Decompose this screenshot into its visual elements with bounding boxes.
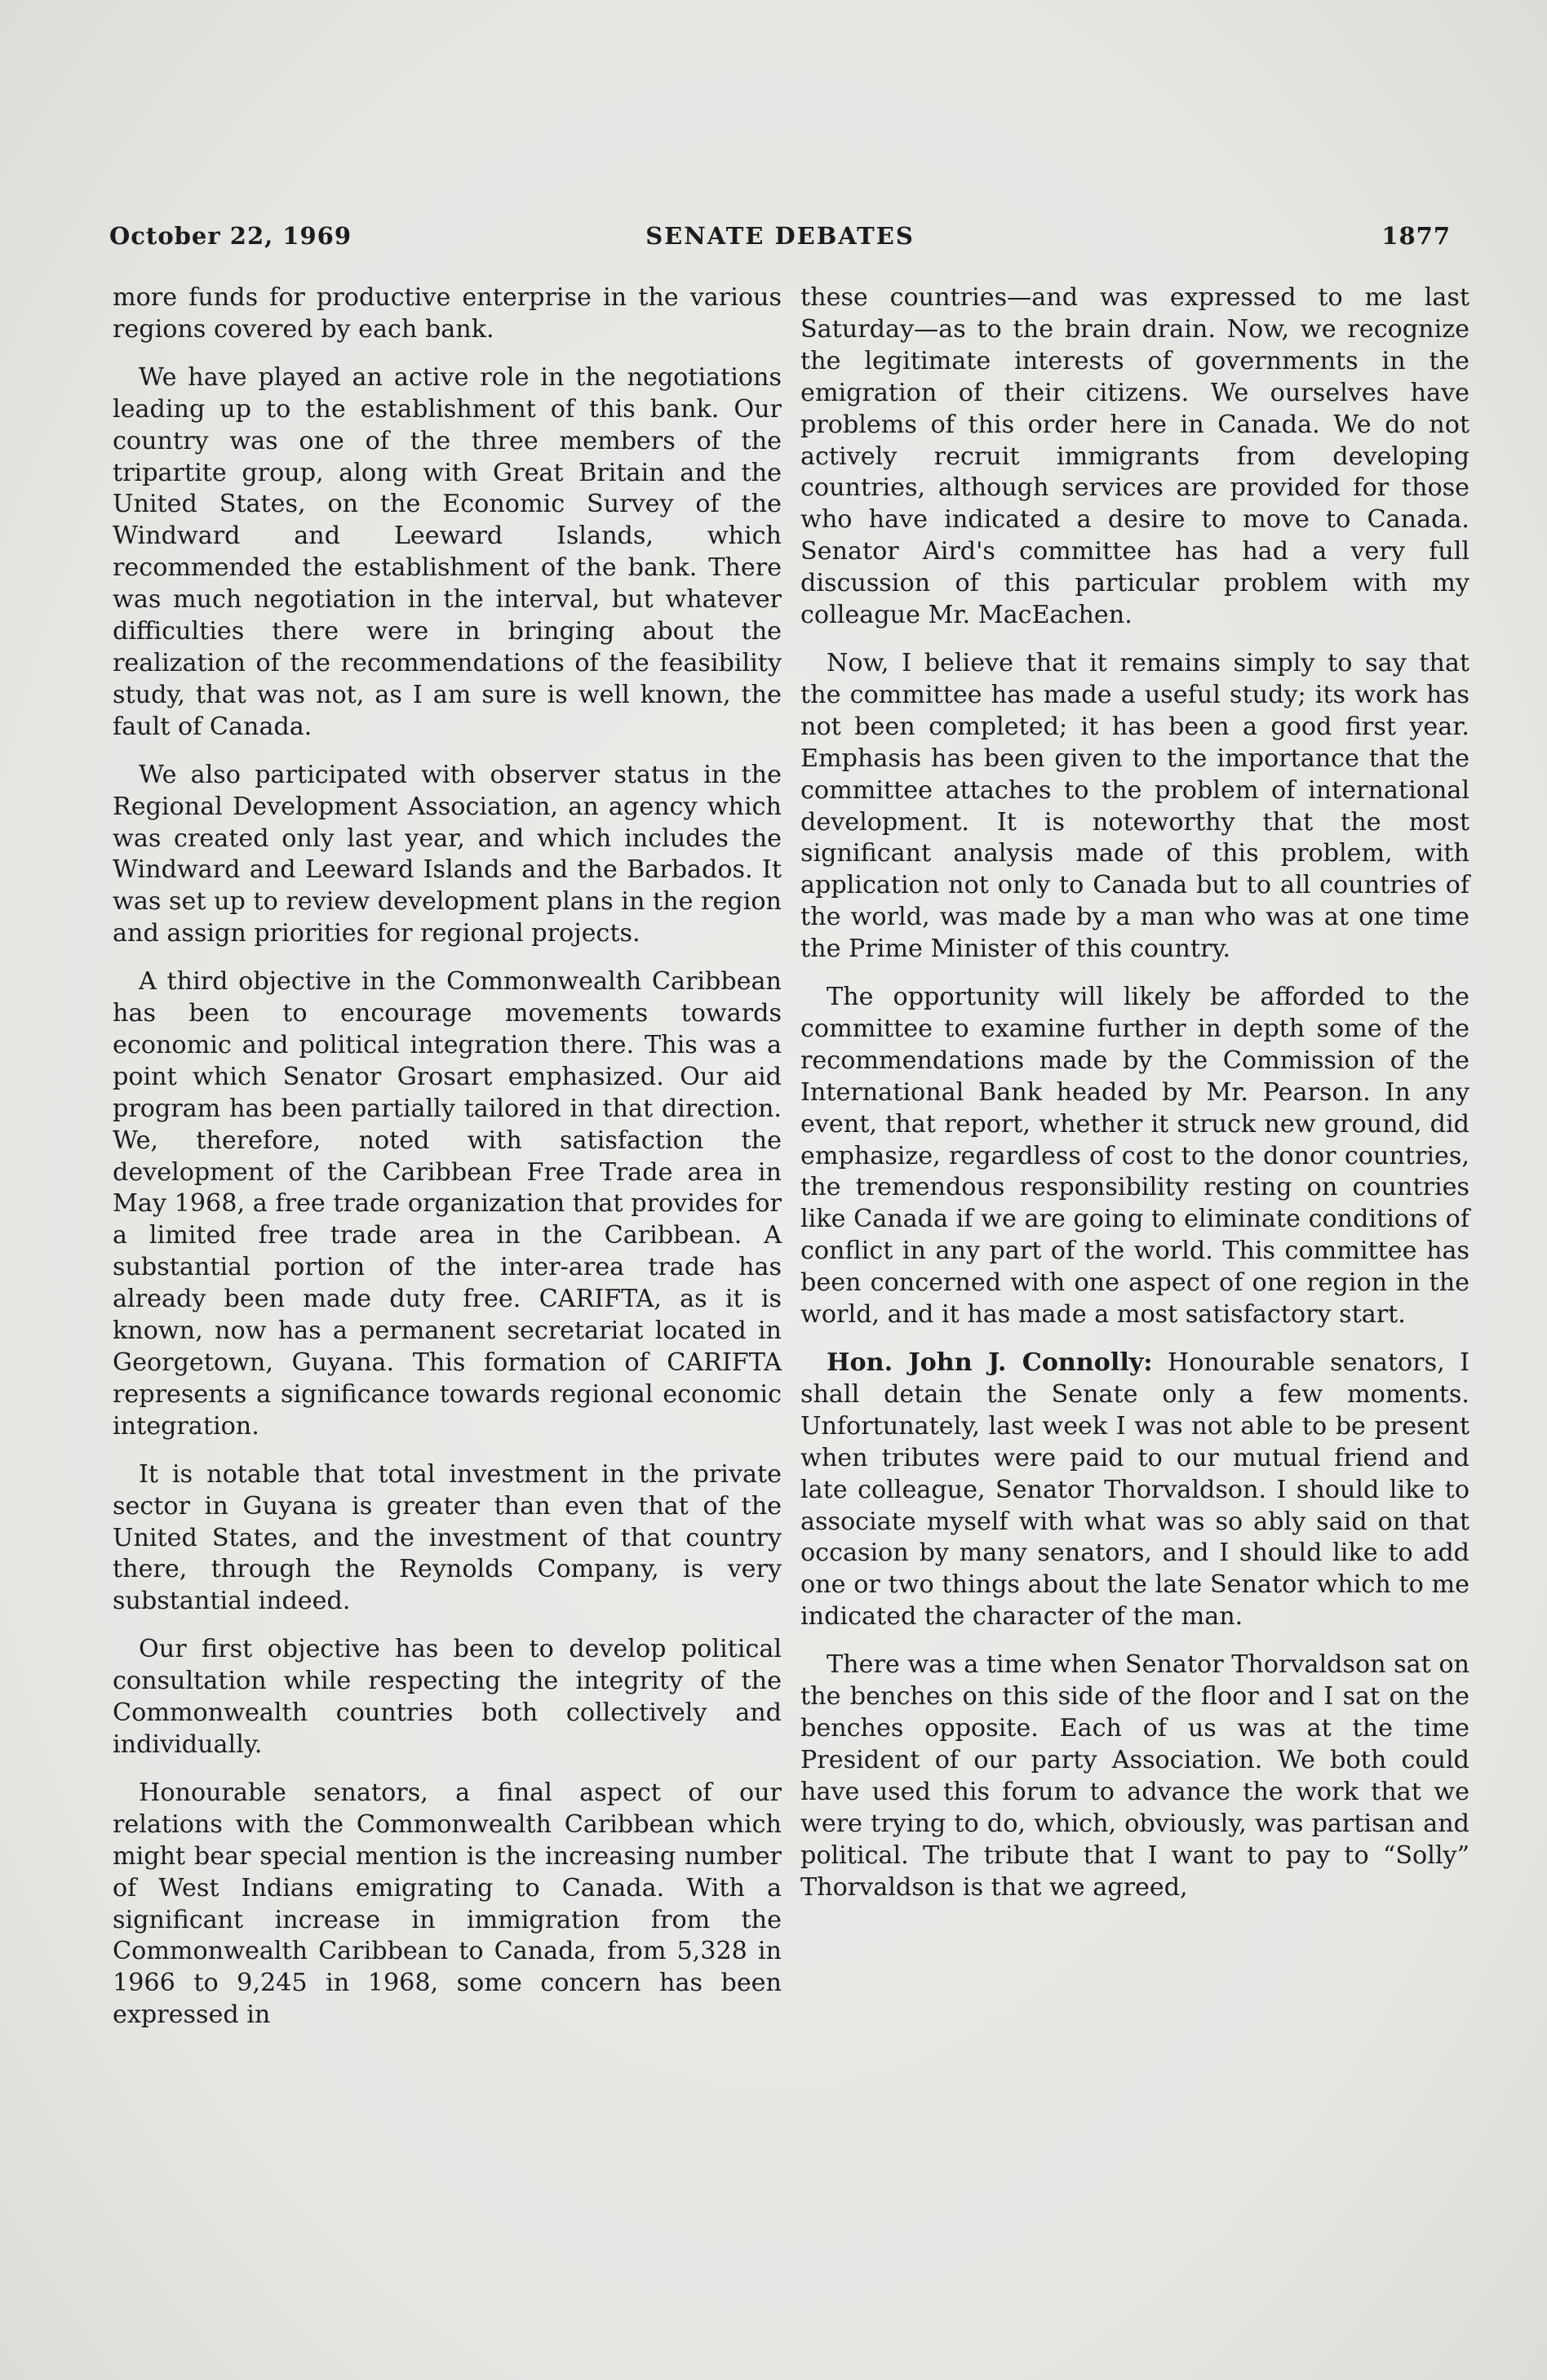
paragraph: There was a time when Senator Thorvaldson sat on the benches on this side of the floor and I sat on the benches opposite. Each of us was at the time President of our party Association. We both could have used this forum to advance the work that we were trying to do, which, obviously, was partisan and political. The tribute that I want to pay to “Solly” Thorvaldson is that we agreed, (800, 1650, 1469, 1902)
paragraph: Honourable senators, a final aspect of our relations with the Commonwealth Caribbean which might bear special mention is the increasing number of West Indians emigrating to Canada. With a significant increase in immigration from the Commonwealth Caribbean to Canada, from 5,328 in 1966 to 9,245 in 1968, some concern has been expressed in (113, 1778, 782, 2030)
header-page-number: 1877 (1381, 222, 1451, 250)
speaker-name: Hon. John J. Connolly: (827, 1348, 1153, 1377)
paragraph: A third objective in the Commonwealth Caribbean has been to encourage movements towards economic and political integration there. This was a point which Senator Grosart emphasized. Our aid program has been partially tailored in that direction. We, therefore, noted with satisfaction the development of the Caribbean Free Trade area in May 1968, a free trade organization that provides for a limited free trade area in the Caribbean. A substantial portion of the inter-area trade has already been made duty free. CARIFTA, as it is known, now has a permanent secretariat located in Georgetown, Guyana. This formation of CARIFTA represents a significance towards regional economic integration. (113, 967, 782, 1441)
speaker-paragraph (800, 1348, 1469, 1633)
page-header (109, 222, 1451, 255)
paragraph: It is notable that total investment in the private sector in Guyana is greater than even that of the United States, and the investment of that country there, through the Reynolds Company, is very substantial indeed. (113, 1459, 782, 1616)
paragraph: We have played an active role in the negotiations leading up to the establishment of this bank. Our country was one of the three members of the tripartite group, along with Great Britain and the United States, on the Economic Survey of the Windward and Leeward Islands, which recommended the establishment of the bank. There was much negotiation in the interval, but whatever difficulties there were in bringing about the realization of the recommendations of the feasibility study, that was not, as I am sure is well known, the fault of Canada. (113, 362, 782, 741)
speech-text: Honourable senators, I shall detain the Senate only a few moments. Unfortunately, last week I was not able to be present when tributes were paid to our mutual friend and late colleague, Senator Thorvaldson. I should like to associate myself with what was so ably said on that occasion by many senators, and I should like to add one or two things about the late Senator which to me indicated the character of the man. (800, 1348, 1469, 1632)
paragraph: The opportunity will likely be afforded to the committee to examine further in depth some of the recommendations made by the Commission of the International Bank headed by Mr. Pearson. In any event, that report, whether it struck new ground, did emphasize, regardless of cost to the donor countries, the tremendous responsibility resting on countries like Canada if we are going to eliminate conditions of conflict in any part of the world. This committee has been concerned with one aspect of one region in the world, and it has made a most satisfactory start. (800, 983, 1469, 1330)
right-column (800, 282, 1469, 1920)
header-title: SENATE DEBATES (645, 222, 915, 250)
paragraph: these countries—and was expressed to me last Saturday—as to the brain drain. Now, we recognize the legitimate interests of governments in the emigration of their citizens. We ourselves have problems of this order here in Canada. We do not actively recruit immigrants from developing countries, although services are provided for those who have indicated a desire to move to Canada. Senator Aird's committee has had a very full discussion of this particular problem with my colleague Mr. MacEachen. (800, 283, 1469, 630)
paragraph: Now, I believe that it remains simply to say that the committee has made a useful study; its work has not been completed; it has been a good first year. Emphasis has been given to the importance that the committee attaches to the problem of international development. It is noteworthy that the most significant analysis made of this problem, with application not only to Canada but to all countries of the world, was made by a man who was at one time the Prime Minister of this country. (800, 648, 1469, 964)
paragraph: Our first objective has been to develop political consultation while respecting the integrity of the Commonwealth countries both collectively and individually. (113, 1635, 782, 1759)
paragraph: more funds for productive enterprise in the various regions covered by each bank. (113, 283, 782, 344)
left-column (113, 282, 782, 2048)
header-date: October 22, 1969 (109, 222, 352, 250)
paragraph: We also participated with observer status in the Regional Development Association, an agency which was created only last year, and which includes the Windward and Leeward Islands and the Barbados. It was set up to review development plans in the region and assign priorities for regional projects. (113, 760, 782, 948)
